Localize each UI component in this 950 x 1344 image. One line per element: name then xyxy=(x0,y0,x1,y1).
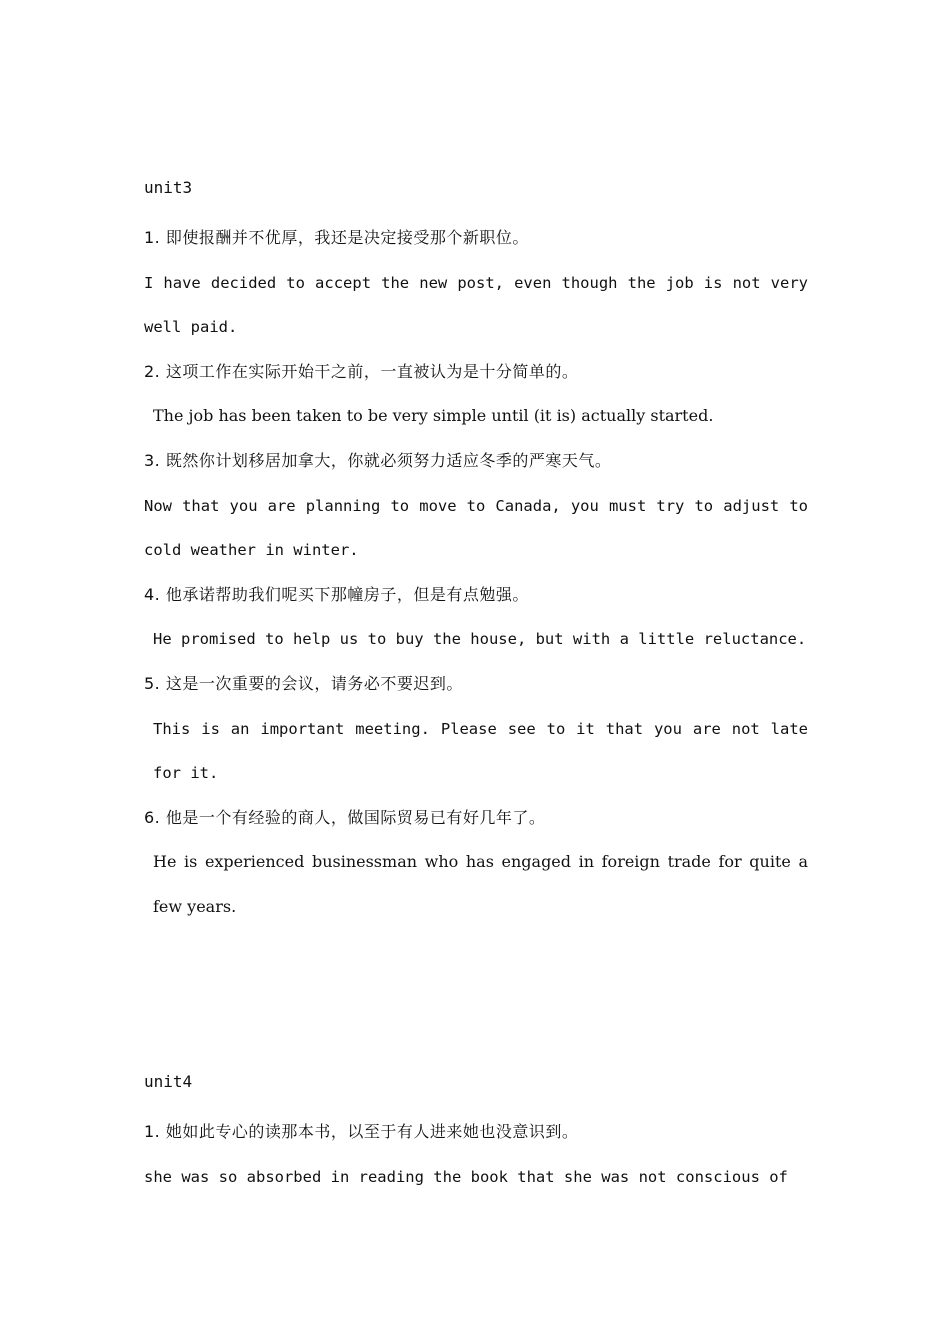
unit3-item-4-english: He promised to help us to buy the house, but with a little reluctance. xyxy=(153,630,807,649)
unit3-item-5-chinese: 5. 这是一次重要的会议，请务必不要迟到。 xyxy=(144,673,463,693)
unit3-item-2-english: The job has been taken to be very simple until (it is) actually started. xyxy=(153,406,714,426)
unit3-item-1-chinese: 1. 即使报酬并不优厚，我还是决定接受那个新职位。 xyxy=(144,228,529,247)
unit3-item-6-chinese: 6. 他是一个有经验的商人，做国际贸易已有好几年了。 xyxy=(144,807,546,827)
unit3-heading: unit3 xyxy=(144,178,193,197)
unit3-item-3-chinese: 3. 既然你计划移居加拿大，你就必须努力适应冬季的严寒天气。 xyxy=(144,450,612,470)
unit3-section xyxy=(144,172,808,930)
unit3-item-2-chinese: 2. 这项工作在实际开始干之前，一直被认为是十分简单的。 xyxy=(144,361,579,381)
unit3-item-5-english: This is an important meeting. Please see to it that you are not late for it. xyxy=(153,719,808,783)
unit4-item-1-english: she was so absorbed in reading the book that she was not conscious of xyxy=(144,1167,788,1186)
unit4-section xyxy=(144,1066,808,1199)
unit4-item-1-chinese: 1. 她如此专心的读那本书，以至于有人进来她也没意识到。 xyxy=(144,1122,579,1141)
unit4-heading: unit4 xyxy=(144,1072,193,1091)
unit3-item-6-english: He is experienced businessman who has engaged in foreign trade for quite a few years. xyxy=(153,852,808,916)
unit3-item-1-english: I have decided to accept the new post, even though the job is not very well paid. xyxy=(144,273,808,337)
unit3-item-3-english: Now that you are planning to move to Canada, you must try to adjust to cold weather in winter. xyxy=(144,496,808,560)
unit3-item-4-chinese: 4. 他承诺帮助我们呢买下那幢房子，但是有点勉强。 xyxy=(144,584,529,604)
